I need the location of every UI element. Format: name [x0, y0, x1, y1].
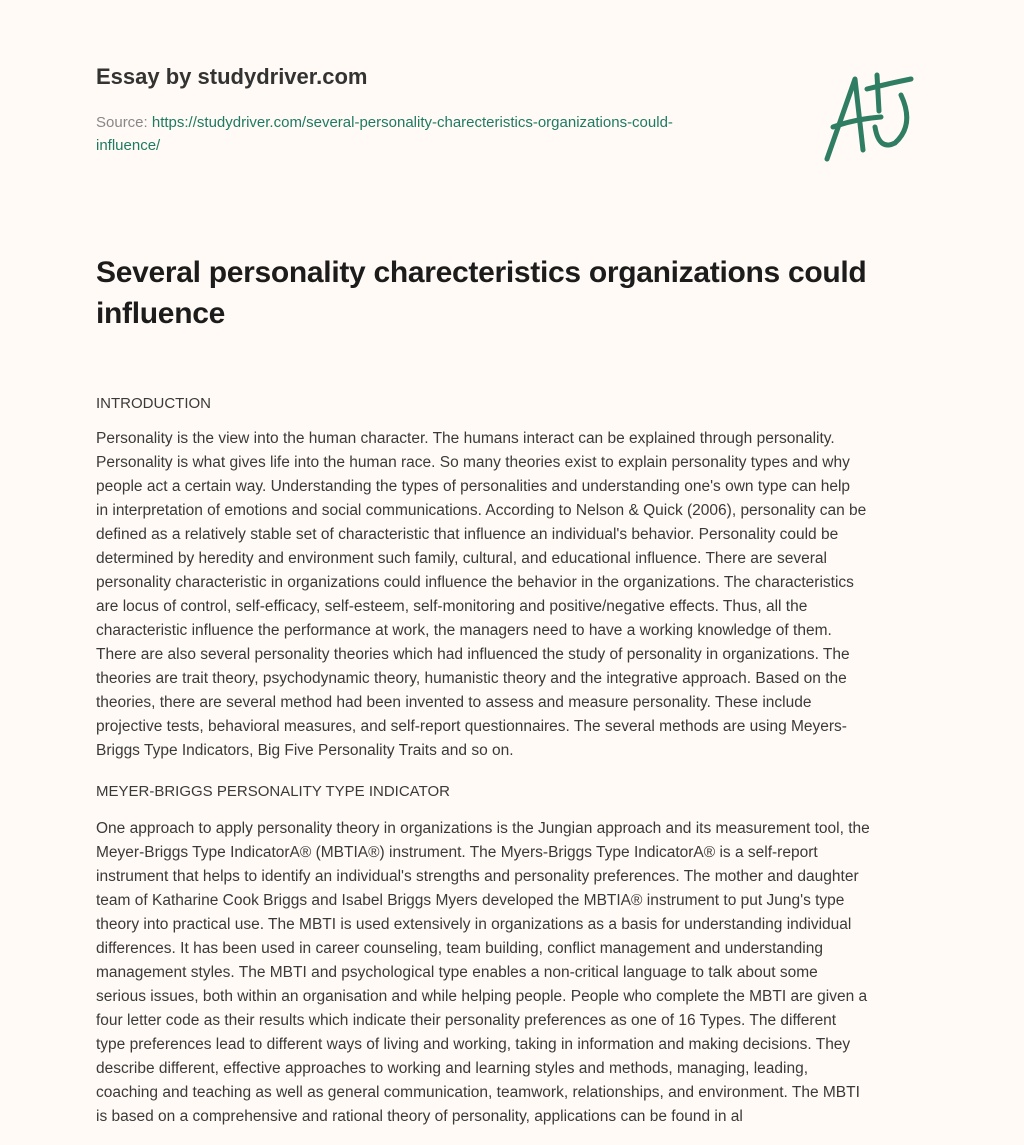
paragraph-line: projective tests, behavioral measures, and self-report questionnaires. The several methods are using Meyers-: [96, 718, 847, 735]
source-line: [96, 111, 776, 157]
paragraph-line: differences. It has been used in career counseling, team building, conflict management and understanding: [96, 940, 823, 957]
paragraph-line: There are also several personality theories which had influenced the study of personality in organizations. The: [96, 646, 850, 663]
paragraph-line: is based on a comprehensive and rational theory of personality, applications can be found in al: [96, 1108, 743, 1125]
section-paragraph: [96, 817, 946, 1129]
paragraph-line: instrument that helps to identify an individual's strengths and personality preferences. The mother and daughter: [96, 868, 859, 885]
source-label: Source:: [96, 114, 152, 131]
paragraph-line: theory into practical use. The MBTI is used extensively in organizations as a basis for understanding individual: [96, 916, 852, 933]
paragraph-line: Briggs Type Indicators, Big Five Personality Traits and so on.: [96, 742, 514, 759]
paragraph-line: Personality is the view into the human character. The humans interact can be explained through personality.: [96, 430, 835, 447]
section-paragraph: [96, 427, 946, 763]
section-heading: MEYER-BRIGGS PERSONALITY TYPE INDICATOR: [96, 783, 450, 800]
paragraph-line: four letter code as their results which indicate their personality preferences as one of 16 Types. The different: [96, 1012, 837, 1029]
paragraph-line: characteristic influence the performance at work, the managers need to have a working knowledge of them.: [96, 622, 832, 639]
paragraph-line: coaching and teaching as well as general communication, teamwork, relationships, and environment. The MBTI: [96, 1084, 860, 1101]
paragraph-line: are locus of control, self-efficacy, self-esteem, self-monitoring and positive/negative effects. Thus, all the: [96, 598, 808, 615]
paragraph-line: theories, there are several method had been invented to assess and measure personality. These include: [96, 694, 812, 711]
source-link[interactable]: https://studydriver.com/several-personality-charecteristics-organizations-could- influence/: [96, 114, 673, 154]
paragraph-line: personality characteristic in organizations could influence the behavior in the organizations. The characteristics: [96, 574, 854, 591]
paragraph-line: serious issues, both within an organisation and while helping people. People who complete the MBTI are given a: [96, 988, 868, 1005]
paragraph-line: management styles. The MBTI and psychological type enables a non-critical language to talk about some: [96, 964, 818, 981]
paragraph-line: determined by heredity and environment such family, cultural, and educational influence. There are several: [96, 550, 827, 567]
section-heading: INTRODUCTION: [96, 395, 211, 412]
paragraph-line: in interpretation of emotions and social communications. According to Nelson & Quick (2006), personality can be: [96, 502, 867, 519]
paragraph-line: describe different, effective approaches to working and learning styles and methods, managing, leading,: [96, 1060, 809, 1077]
page-title: Several personality charecteristics organizations could influence: [96, 256, 867, 330]
paragraph-line: team of Katharine Cook Briggs and Isabel Briggs Myers developed the MBTIA® instrument to put Jung's type: [96, 892, 845, 909]
paragraph-line: people act a certain way. Understanding the types of personalities and understanding one's own type can help: [96, 478, 851, 495]
site-title: Essay by studydriver.com: [96, 64, 368, 89]
paragraph-line: type preferences lead to different ways of living and working, taking in information and making decisions. They: [96, 1036, 851, 1053]
paragraph-line: Personality is what gives life into the human race. So many theories exist to explain personality types and why: [96, 454, 850, 471]
a-plus-logo-icon: [815, 65, 935, 165]
paragraph-line: Meyer-Briggs Type IndicatorA® (MBTIA®) instrument. The Myers-Briggs Type IndicatorA® is a self-report: [96, 844, 818, 861]
paragraph-line: One approach to apply personality theory in organizations is the Jungian approach and its measurement tool, the: [96, 820, 870, 837]
paragraph-line: defined as a relatively stable set of characteristic that influence an individual's behavior. Personality could be: [96, 526, 839, 543]
paragraph-line: theories are trait theory, psychodynamic theory, humanistic theory and the integrative approach. Based on the: [96, 670, 847, 687]
